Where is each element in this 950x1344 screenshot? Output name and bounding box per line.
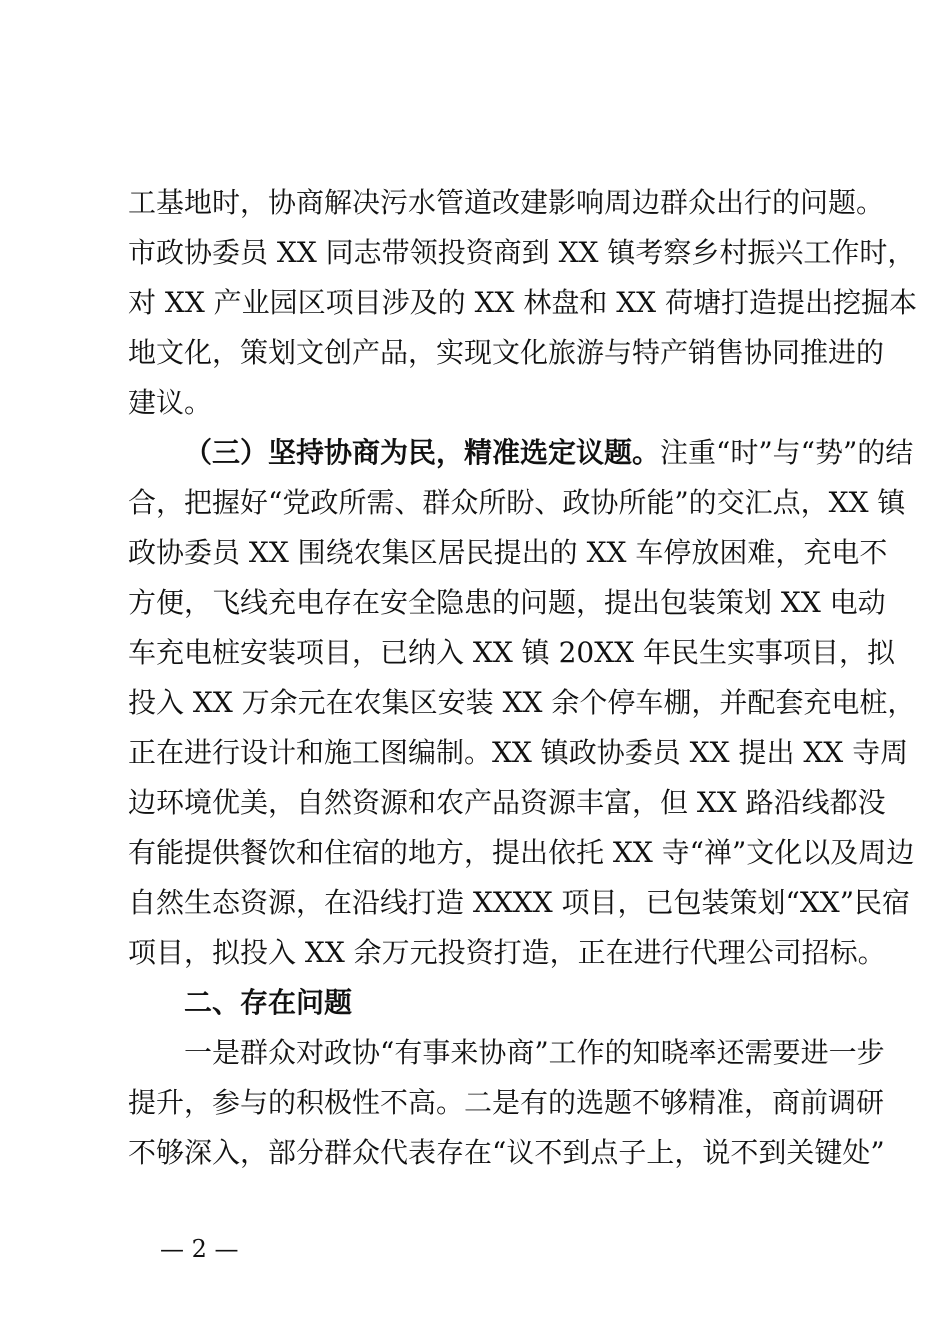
paragraph-line: 投入 XX 万余元在农集区安装 XX 余个停车棚，并配套充电桩， [128, 686, 916, 719]
paragraph-line: 政协委员 XX 围绕农集区居民提出的 XX 车停放困难，充电不 [128, 536, 888, 569]
paragraph-line: 工基地时，协商解决污水管道改建影响周边群众出行的问题。 [128, 186, 885, 219]
paragraph-line: 不够深入，部分群众代表存在“议不到点子上，说不到关键处” [128, 1136, 885, 1169]
section-three-heading: （三）坚持协商为民，精准选定议题。 [184, 436, 661, 469]
paragraph-line: 有能提供餐饮和住宿的地方，提出依托 XX 寺“禅”文化以及周边 [128, 836, 915, 869]
paragraph-line: 对 XX 产业园区项目涉及的 XX 林盘和 XX 荷塘打造提出挖掘本 [128, 286, 918, 319]
section-three-first-line [128, 428, 914, 478]
paragraph-line: 自然生态资源，在沿线打造 XXXX 项目，已包装策划“XX”民宿 [128, 886, 911, 919]
paragraph-line: 一是群众对政协“有事来协商”工作的知晓率还需要进一步 [184, 1036, 885, 1069]
paragraph-line: 正在进行设计和施工图编制。XX 镇政协委员 XX 提出 XX 寺周 [128, 736, 909, 769]
body-text [128, 178, 918, 1178]
paragraph-line: 地文化，策划文创产品，实现文化旅游与特产销售协同推进的 [128, 336, 885, 369]
paragraph-line: 提升，参与的积极性不高。二是有的选题不够精准，商前调研 [128, 1086, 885, 1119]
paragraph-line: 合，把握好“党政所需、群众所盼、政协所能”的交汇点，XX 镇 [128, 486, 906, 519]
section-two-heading: 二、存在问题 [184, 986, 353, 1019]
page-number: — 2 — [160, 1235, 239, 1263]
paragraph-line: 市政协委员 XX 同志带领投资商到 XX 镇考察乡村振兴工作时， [128, 236, 916, 269]
paragraph-line: 车充电桩安装项目，已纳入 XX 镇 20XX 年民生实事项目，拟 [128, 636, 895, 669]
paragraph-line: 项目，拟投入 XX 余万元投资打造，正在进行代理公司招标。 [128, 936, 886, 969]
paragraph-line: 边环境优美，自然资源和农产品资源丰富，但 XX 路沿线都没 [128, 786, 886, 819]
paragraph-line: 建议。 [128, 386, 213, 419]
paragraph-line: 方便，飞线充电存在安全隐患的问题，提出包装策划 XX 电动 [128, 586, 886, 619]
section-three-first-line-text: 注重“时”与“势”的结 [660, 436, 914, 469]
